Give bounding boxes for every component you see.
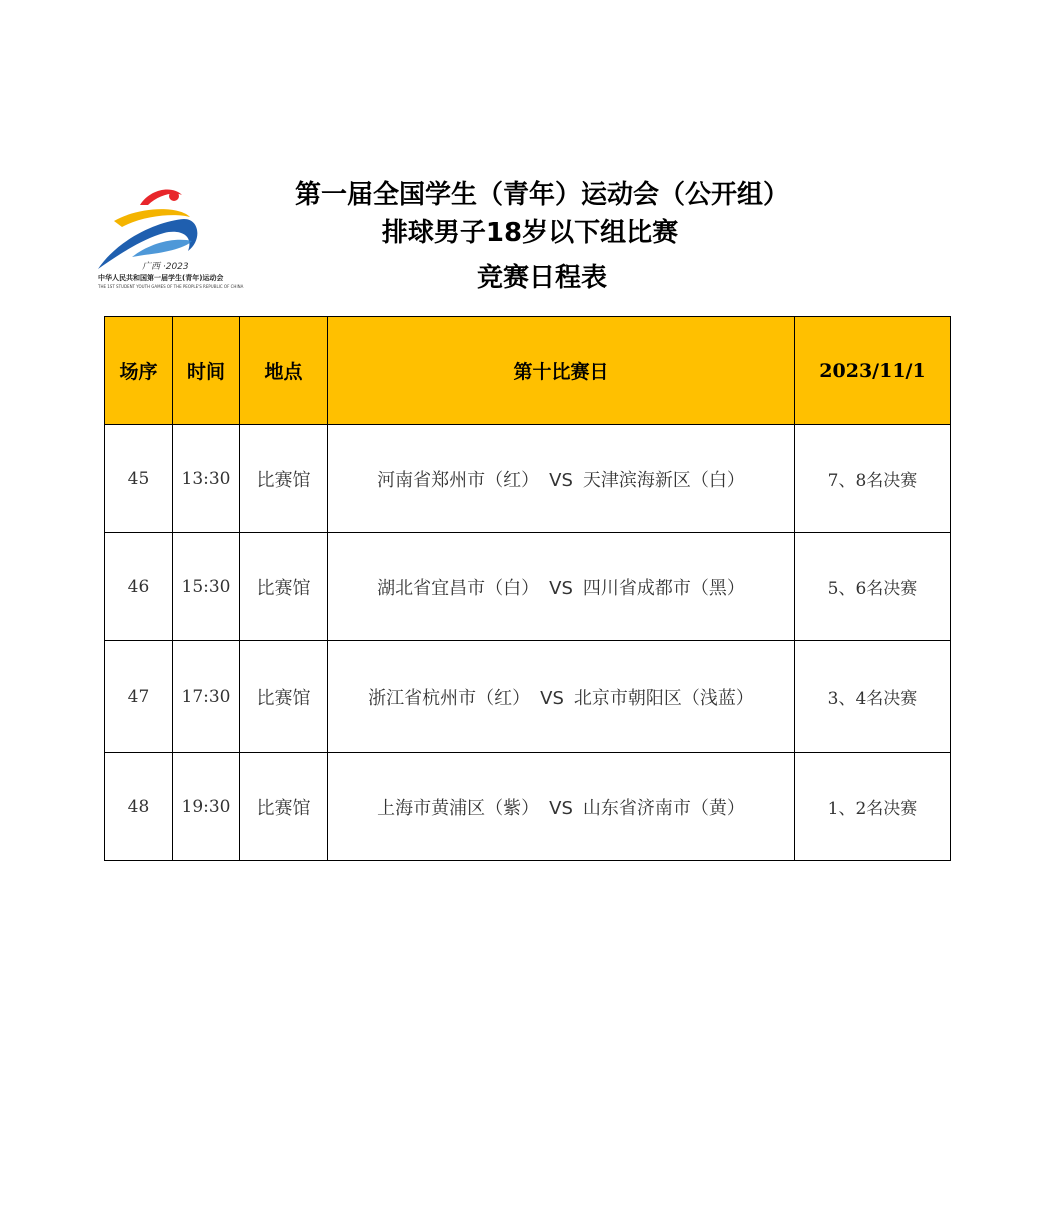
- match-venue: 比赛馆: [240, 425, 328, 533]
- table-row: [105, 425, 951, 533]
- match-time: 15:30: [173, 533, 240, 641]
- page-subtitle: 排球男子18岁以下组比赛: [381, 218, 679, 248]
- column-header-time: 时间: [173, 317, 240, 425]
- match-stage: 3、4名决赛: [795, 641, 951, 753]
- team-b: 山东省济南市（黄）: [582, 797, 745, 819]
- match-seq: 46: [105, 533, 173, 641]
- table-row: [105, 753, 951, 861]
- team-a: 上海市黄浦区（紫）: [377, 797, 540, 819]
- table-row: [105, 641, 951, 753]
- match-time: 17:30: [173, 641, 240, 753]
- match-stage: 1、2名决赛: [795, 753, 951, 861]
- match-seq: 47: [105, 641, 173, 753]
- schedule-table: [104, 316, 951, 861]
- team-b: 四川省成都市（黑）: [582, 577, 745, 599]
- match-venue: 比赛馆: [240, 753, 328, 861]
- logo-caption-en: THE 1ST STUDENT YOUTH GAMES OF THE PEOPLE'S REPUBLIC OF CHINA: [98, 284, 244, 289]
- page-title: 第一届全国学生（青年）运动会（公开组）: [294, 180, 789, 210]
- match-stage: 7、8名决赛: [795, 425, 951, 533]
- vs-label: VS: [549, 577, 573, 599]
- table-header-row: [105, 317, 951, 425]
- match-time: 13:30: [173, 425, 240, 533]
- logo-caption-cn: 中华人民共和国第一届学生(青年)运动会: [98, 274, 224, 282]
- vs-label: VS: [540, 687, 564, 709]
- column-header-venue: 地点: [240, 317, 328, 425]
- match-teams: [328, 425, 795, 533]
- match-time: 19:30: [173, 753, 240, 861]
- logo-year-text: 广西 ·2023: [142, 262, 189, 272]
- table-row: [105, 533, 951, 641]
- column-header-date: 2023/11/1: [795, 317, 951, 425]
- schedule-heading: 竞赛日程表: [476, 263, 607, 293]
- team-a: 湖北省宜昌市（白）: [377, 577, 540, 599]
- match-venue: 比赛馆: [240, 641, 328, 753]
- match-seq: 48: [105, 753, 173, 861]
- match-seq: 45: [105, 425, 173, 533]
- team-a: 浙江省杭州市（红）: [368, 687, 531, 709]
- vs-label: VS: [549, 797, 573, 819]
- column-header-match-day: 第十比赛日: [328, 317, 795, 425]
- match-teams: [328, 533, 795, 641]
- match-stage: 5、6名决赛: [795, 533, 951, 641]
- match-venue: 比赛馆: [240, 533, 328, 641]
- team-b: 天津滨海新区（白）: [582, 469, 745, 491]
- team-b: 北京市朝阳区（浅蓝）: [573, 687, 754, 709]
- match-teams: [328, 753, 795, 861]
- column-header-seq: 场序: [105, 317, 173, 425]
- match-teams: [328, 641, 795, 753]
- vs-label: VS: [549, 469, 573, 491]
- team-a: 河南省郑州市（红）: [377, 469, 540, 491]
